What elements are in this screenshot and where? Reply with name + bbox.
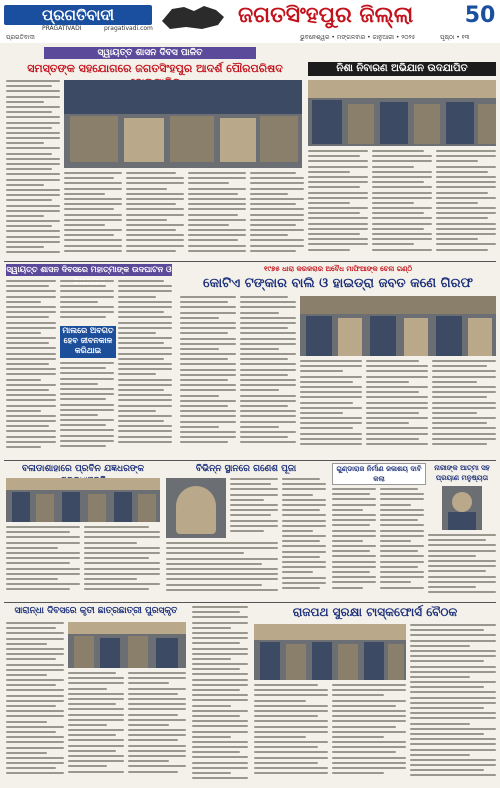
left-mid-headline[interactable]: ସ୍ୱାୟତ୍ତ ଶାସନ ଦିବସରେ ମହାତ୍ମାଙ୍କ ଉଦଘାଟନ ଓ <box>6 265 172 274</box>
left-mid-col3 <box>118 280 172 456</box>
row-divider <box>4 261 496 262</box>
mid-headline[interactable]: କୋଟିଏ ଟଙ୍କାର ବାଲି ଓ ହାଇଡ୍ରା ଜବତ କଣେ ଗିରଫ <box>203 276 473 291</box>
taskforce-meeting-photo[interactable] <box>254 624 406 680</box>
newspaper-logo[interactable]: ପ୍ରଗତିବାଦୀ <box>4 5 152 25</box>
ganesh-photo[interactable] <box>166 478 226 538</box>
mid-col4 <box>366 360 428 456</box>
left-mid-col2 <box>60 280 114 322</box>
top-article-col5 <box>250 172 304 258</box>
bottom-left2-col3 <box>128 672 186 784</box>
website-link[interactable]: pragativadi.com <box>104 25 153 32</box>
bottom-mid-col3 <box>166 542 278 598</box>
mid-col5 <box>432 360 496 456</box>
row-divider-3 <box>4 602 496 603</box>
bottom-mid-headline[interactable]: ବିଭିନ୍ନ ସ୍ଥାନରେ ଗଣେଶ ପୂଜା <box>195 464 297 474</box>
bottom-left-col1 <box>6 526 80 598</box>
bottom-mid-col2 <box>282 478 326 598</box>
mid-col3 <box>300 360 362 456</box>
mid-subheadline: ୧୯୭୫ ଧାରା କରକରାର ଅବୈଧ ମାଫିଆଙ୍କ ଚେନା ଗଣ୍ଠି <box>263 265 413 273</box>
logo-subtitle: PRAGATIVADI <box>42 25 82 32</box>
bottom-right1-headline[interactable]: ଗୁଣ୍ଡାରାଜ ନିର୍ମାଣ ଜଳାଶୟ ଦାବି କଲା <box>332 463 426 485</box>
top-article-col4 <box>188 172 246 258</box>
bottom-left2-headline[interactable]: ସାରାନ୍ଧା ଦିବସରେ କୃତୀ ଛାତ୍ରଛାତ୍ରୀ ପୁରସ୍କୃତ <box>14 606 178 616</box>
dateline-right: ପୃଷ୍ଠା • ୧୩ <box>440 34 470 41</box>
seizure-photo[interactable] <box>300 296 496 356</box>
award-photo[interactable] <box>68 622 186 668</box>
bottom-right2-headline[interactable]: ନାରୀଙ୍କ ଆତ୍ମା ସହ ପ୍ରୟାଣ ମନୁଷ୍ୟତା <box>434 464 490 482</box>
top-headline[interactable]: ସମସ୍ତଙ୍କ ସହଯୋଗରେ ଜଗତସିଂହପୁର ଆଦର୍ଶ ପୌରପରିଷଦ <box>27 62 283 75</box>
portrait-photo[interactable] <box>442 486 482 530</box>
bottom-right3-col3 <box>410 624 496 784</box>
top-article-col2 <box>64 172 122 258</box>
section-band: ସ୍ୱାୟତ୍ତ ଶାସନ ଦିବସ ପାଳିତ <box>44 47 256 59</box>
tribute-photo[interactable] <box>6 478 160 522</box>
bottom-right3-col1 <box>254 684 328 784</box>
top-article-col1 <box>6 80 60 258</box>
right-article-col1 <box>308 150 368 258</box>
mid-col1 <box>180 296 236 456</box>
left-mid-col1 <box>6 280 56 456</box>
bottom-right2-col <box>428 534 496 598</box>
bottom-mid2-col1 <box>192 606 248 784</box>
right-headline[interactable]: ନିଶା ନିବାରଣ ଅଭିଯାନ ଉଦଯାପିତ <box>308 62 496 76</box>
main-event-photo[interactable] <box>64 80 302 168</box>
bottom-right3-headline[interactable]: ରାଜପଥ ସୁରକ୍ଷା ଟାସ୍କଫୋର୍ସ ବୈଠକ <box>292 605 458 619</box>
rally-photo[interactable] <box>308 80 496 146</box>
dateline-center: ଭୁବନେଶ୍ୱର • ମଙ୍ଗଳବାର • ଜାନୁଆରୀ • ୨୦୨୫ <box>300 34 416 41</box>
promo-box[interactable]: ମାଲରେ ଅବଗତ ହେବ ଜୀବନକାଳ କରିଥାଇ <box>60 326 116 358</box>
left-mid-col2b <box>60 362 114 456</box>
row-divider-2 <box>4 460 496 461</box>
bottom-mid-col1 <box>230 478 278 538</box>
dateline-left: ପ୍ରଗତିବାଦୀ <box>6 34 35 41</box>
dateline <box>0 34 500 43</box>
right-article-col3 <box>436 150 496 258</box>
right-article-col2 <box>372 150 432 258</box>
district-map-icon <box>158 3 228 31</box>
bottom-right1-col1 <box>332 488 376 598</box>
bottom-left-headline[interactable]: ବଳାଡାଶାହାରେ ପ୍ରବିନ ଯଜ୍ଞଧରଙ୍କ <box>21 464 145 474</box>
mid-col2 <box>240 296 296 456</box>
bottom-left-col2 <box>84 526 160 598</box>
district-title: ଜଗତସିଂହପୁର ଜିଲ୍ଲା <box>238 3 414 28</box>
anniversary-badge: 50 <box>464 3 496 28</box>
bottom-left2-col2 <box>68 672 124 784</box>
bottom-right3-col2 <box>332 684 406 784</box>
bottom-left2-col1 <box>6 622 64 784</box>
top-article-col3 <box>126 172 184 258</box>
bottom-right1-col2 <box>380 488 424 598</box>
